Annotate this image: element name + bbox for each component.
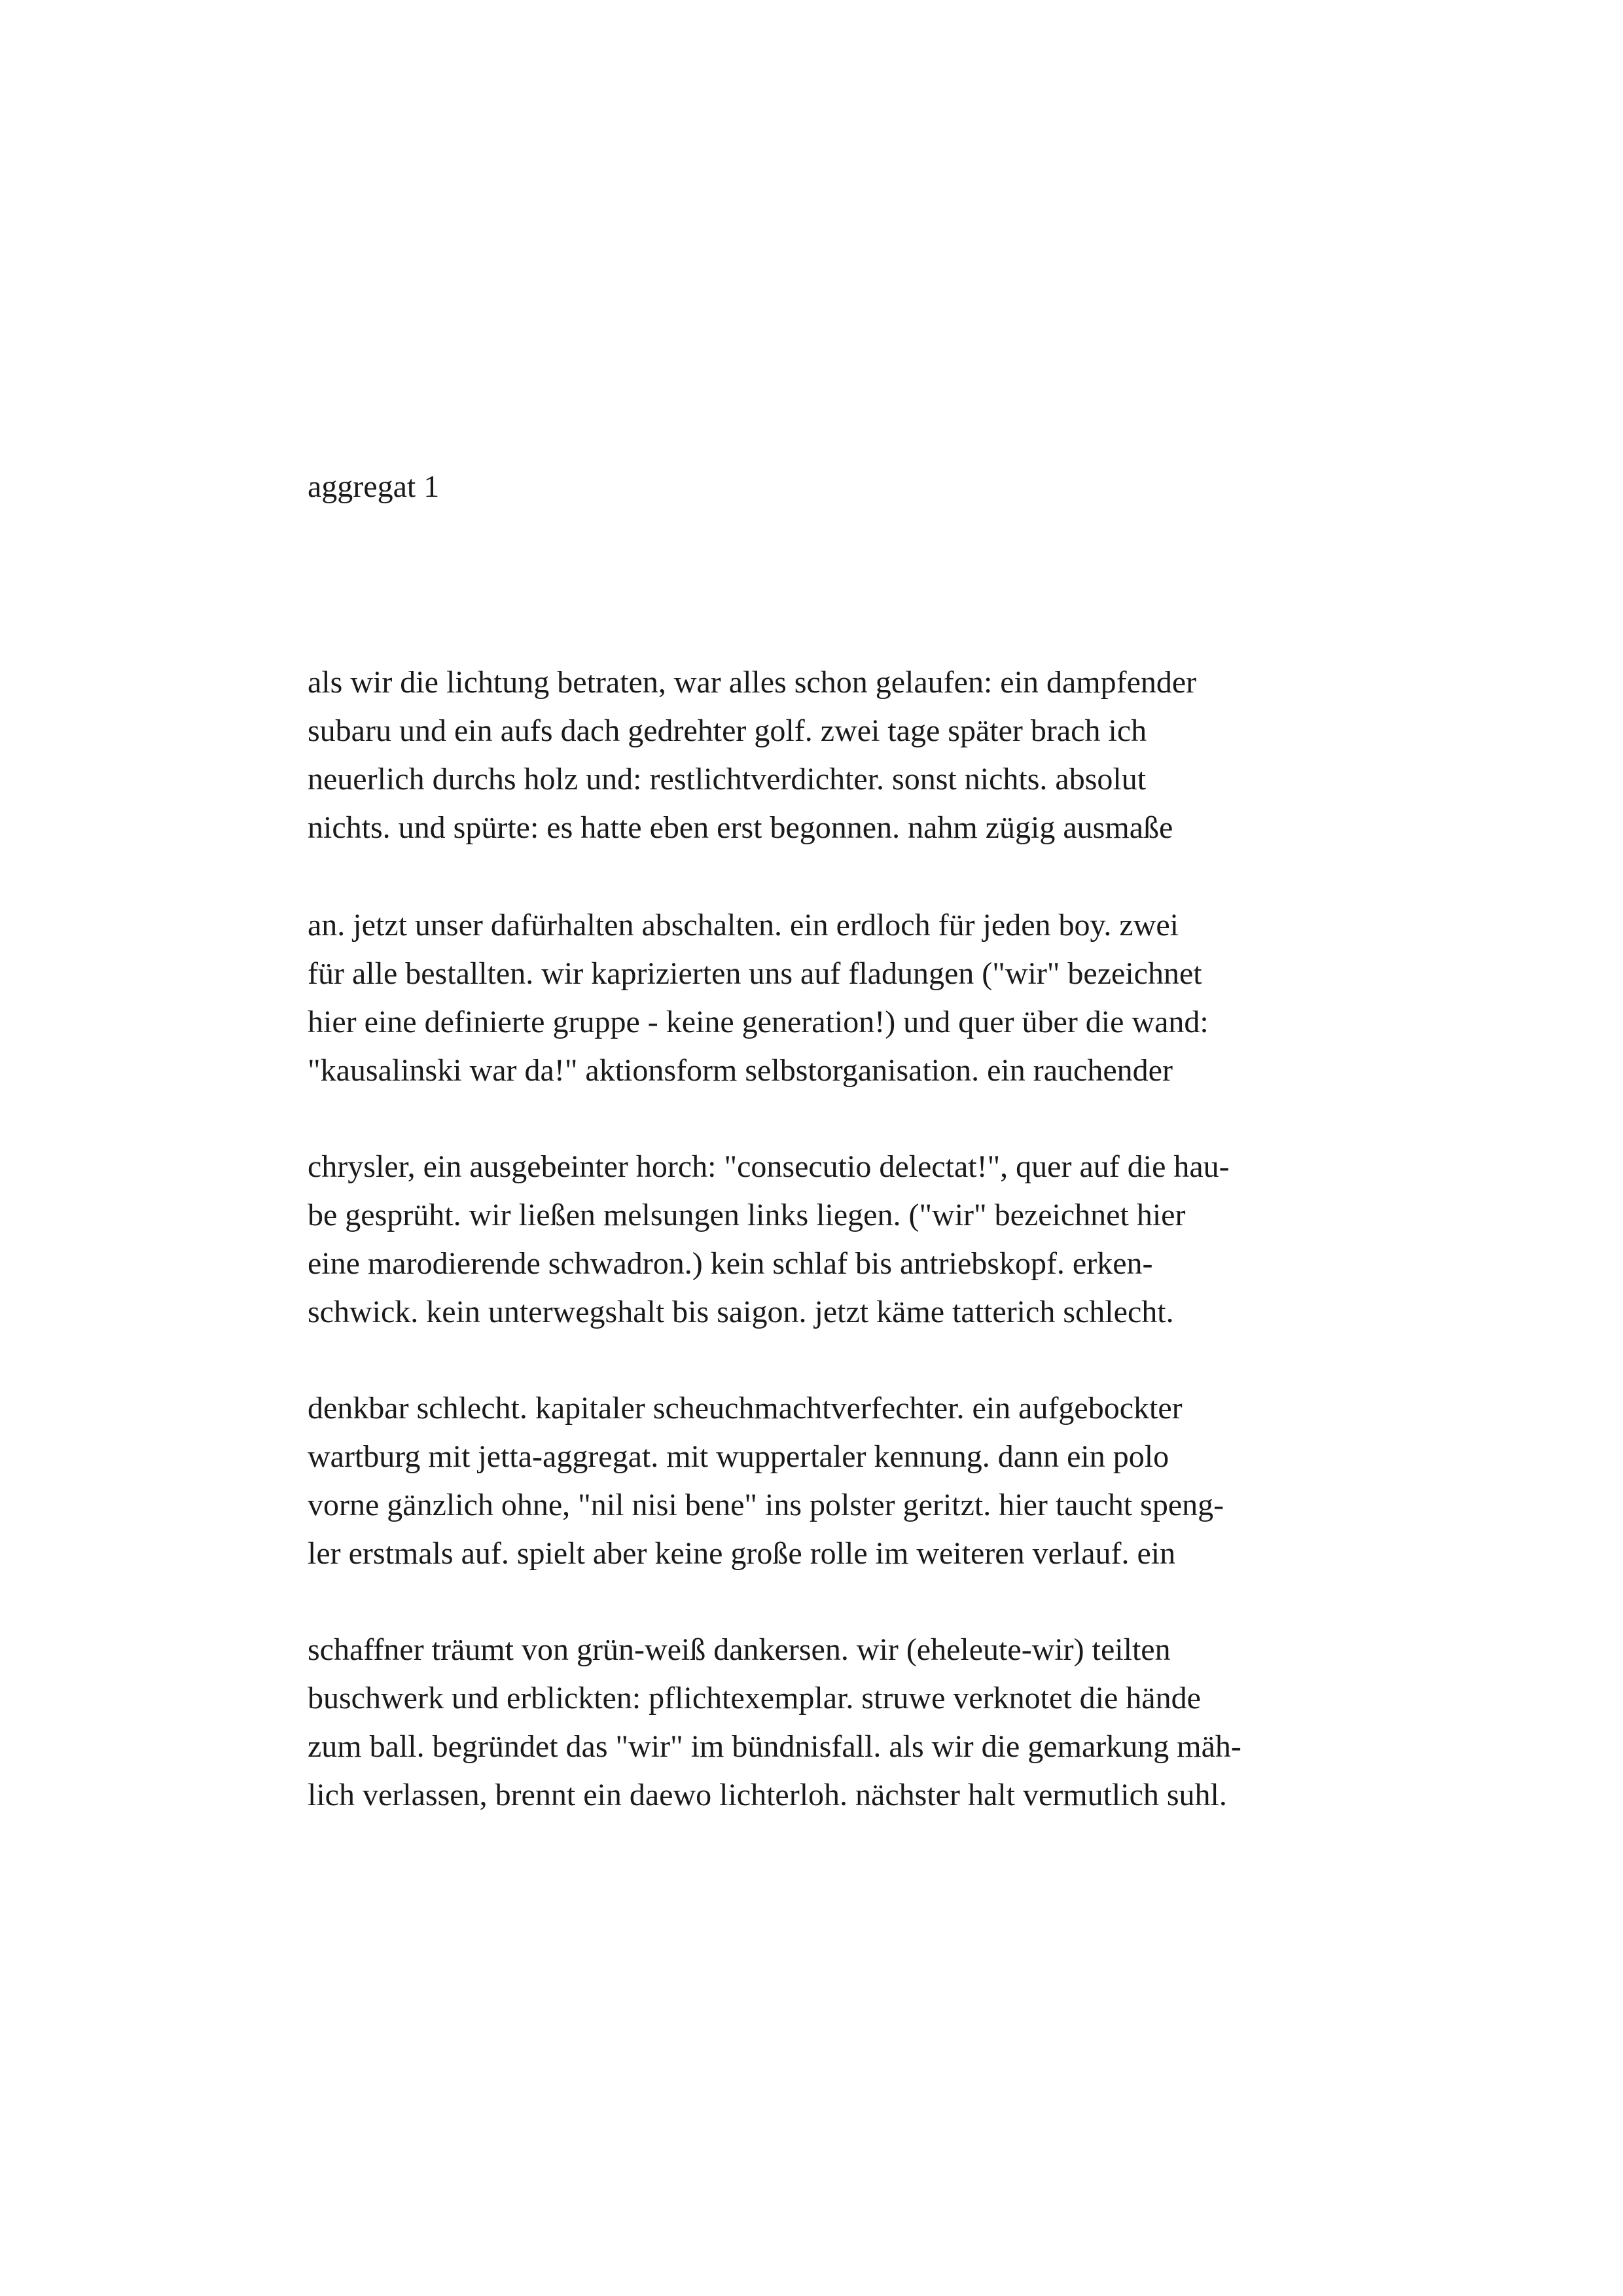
stanza-3 <box>308 1143 1420 1336</box>
poem-line: lich verlassen, brennt ein daewo lichterloh. nächster halt vermutlich suhl. <box>308 1778 1227 1812</box>
poem-line: an. jetzt unser dafürhalten abschalten. ein erdloch für jeden boy. zwei <box>308 908 1179 942</box>
poem-line: vorne gänzlich ohne, "nil nisi bene" ins polster geritzt. hier taucht speng- <box>308 1488 1224 1522</box>
poem-line: ler erstmals auf. spielt aber keine große rolle im weiteren verlauf. ein <box>308 1536 1176 1571</box>
poem-line: neuerlich durchs holz und: restlichtverdichter. sonst nichts. absolut <box>308 762 1147 797</box>
poem-line: wartburg mit jetta-aggregat. mit wuppertaler kennung. dann ein polo <box>308 1439 1169 1474</box>
poem-line: "kausalinski war da!" aktionsform selbstorganisation. ein rauchender <box>308 1053 1173 1088</box>
poem-line: schaffner träumt von grün-weiß dankersen. wir (eheleute-wir) teilten <box>308 1632 1171 1667</box>
poem-title: aggregat 1 <box>308 469 440 504</box>
poem-line: eine marodierende schwadron.) kein schlaf bis antriebskopf. erken- <box>308 1246 1153 1281</box>
poem-line: für alle bestallten. wir kaprizierten uns auf fladungen ("wir" bezeichnet <box>308 956 1202 991</box>
poem-line: hier eine definierte gruppe - keine generation!) und quer über die wand: <box>308 1005 1209 1039</box>
stanza-1 <box>308 658 1420 852</box>
poem-line: als wir die lichtung betraten, war alles schon gelaufen: ein dampfender <box>308 665 1197 700</box>
stanza-4 <box>308 1384 1420 1578</box>
poem-line: nichts. und spürte: es hatte eben erst begonnen. nahm zügig ausmaße <box>308 810 1173 845</box>
poem-line: denkbar schlecht. kapitaler scheuchmachtverfechter. ein aufgebockter <box>308 1391 1183 1426</box>
poem-line: chrysler, ein ausgebeinter horch: "consecutio delectat!", quer auf die hau- <box>308 1149 1230 1184</box>
stanza-2 <box>308 901 1420 1095</box>
poem-line: subaru und ein aufs dach gedrehter golf. zwei tage später brach ich <box>308 713 1147 748</box>
poem-line: schwick. kein unterwegshalt bis saigon. jetzt käme tatterich schlecht. <box>308 1295 1174 1329</box>
poem-line: be gesprüht. wir ließen melsungen links liegen. ("wir" bezeichnet hier <box>308 1198 1186 1232</box>
poem-line: buschwerk und erblickten: pflichtexemplar. struwe verknotet die hände <box>308 1681 1201 1715</box>
stanza-5 <box>308 1626 1420 1820</box>
poem-line: zum ball. begründet das "wir" im bündnisfall. als wir die gemarkung mäh- <box>308 1729 1241 1764</box>
